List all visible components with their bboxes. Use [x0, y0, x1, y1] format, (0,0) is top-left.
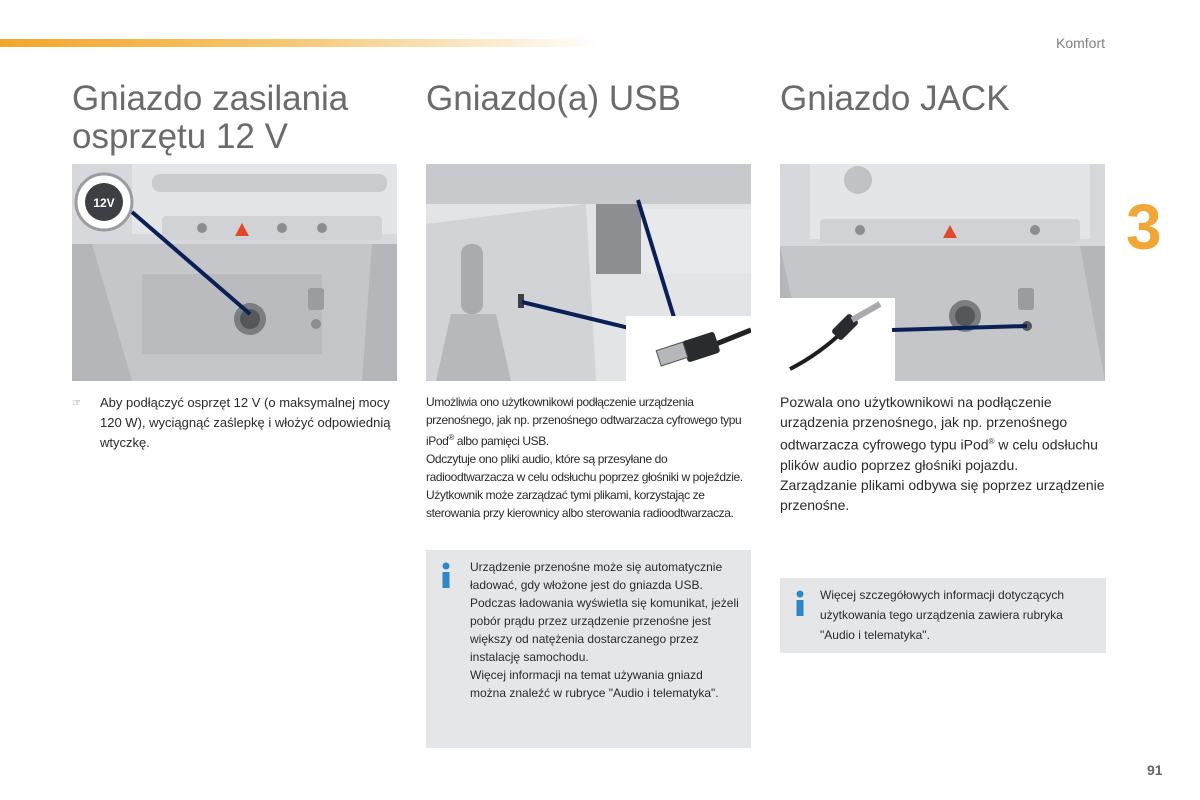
usb-para-2: Odczytuje ono pliki audio, które są przesyłane do radioodtwarzacza w celu odsłuchu poprzez głośniki w pojeździe.: [426, 452, 743, 484]
usb-info-box: [426, 550, 751, 748]
jack-title: Gniazdo JACK: [780, 79, 1010, 118]
usb-info-para-3: Więcej informacji na temat używania gniazd można znaleźć w rubryce "Audio i telematyka".: [470, 668, 719, 700]
jack-para-2: Zarządzanie plikami odbywa się poprzez urządzenie przenośne.: [780, 476, 1105, 513]
page-number: 91: [1147, 762, 1163, 778]
power-socket-instruction: Aby podłączyć osprzęt 12 V (o maksymalnej mocy 120 W), wyciągnąć zaślepkę i włożyć odpowiednią wtyczkę.: [100, 395, 391, 450]
power-socket-title: [72, 80, 348, 156]
header-accent-bar: [0, 39, 600, 47]
power-socket-title-line2: osprzętu 12 V: [72, 117, 288, 156]
info-icon: [440, 562, 452, 588]
usb-para-1: [426, 393, 756, 450]
usb-description: [426, 393, 756, 522]
socket-12v-label: 12V: [93, 196, 115, 210]
usb-registered-mark: ®: [448, 433, 454, 442]
power-socket-title-line1: Gniazdo zasilania: [72, 79, 349, 118]
power-socket-text: [72, 393, 402, 453]
usb-info-text: [470, 558, 742, 702]
section-label: Komfort: [1055, 35, 1105, 51]
usb-illustration: [426, 164, 751, 381]
usb-info-para-1: Urządzenie przenośne może się automatycznie ładować, gdy włożone jest do gniazda USB.: [470, 560, 723, 592]
jack-description: [780, 392, 1110, 515]
jack-illustration: [780, 164, 1105, 381]
jack-para-1: [780, 392, 1110, 475]
jack-para-1a: Pozwala ono użytkownikowi na podłączenie urządzenia przenośnego, jak np. przenośnego odtwarzacza cyfrowego typu iPod: [780, 394, 1068, 453]
jack-para-1b: w celu odsłuchu plików audio poprzez głośniki pojazdu.: [780, 436, 1098, 473]
usb-title: Gniazdo(a) USB: [426, 79, 681, 118]
pointing-hand-icon: ☞: [72, 398, 81, 409]
power-socket-illustration: [72, 164, 397, 381]
usb-info-para-2: Podczas ładowania wyświetla się komunikat, jeżeli pobór prądu przez urządzenie przenośne jest większy od natężenia dostarczanego przez instalację samochodu.: [470, 596, 739, 664]
jack-info-box: [780, 578, 1106, 653]
usb-para-1b: albo pamięci USB.: [453, 434, 549, 448]
usb-para-1a: Umożliwia ono użytkownikowi podłączenie urządzenia przenośnego, jak np. przenośnego odtwarzacza cyfrowego typu iPod: [426, 395, 742, 448]
info-icon: [794, 590, 806, 616]
jack-registered-mark: ®: [988, 437, 995, 446]
usb-para-3: Użytkownik może zarządzać tymi plikami, korzystając ze sterowania przy kierownicy albo sterowania radioodtwarzacza.: [426, 488, 734, 520]
chapter-number: 3: [1126, 191, 1162, 263]
jack-info-text: Więcej szczegółowych informacji dotyczących użytkowania tego urządzenia zawiera rubryka "Audio i telematyka".: [820, 588, 1065, 642]
